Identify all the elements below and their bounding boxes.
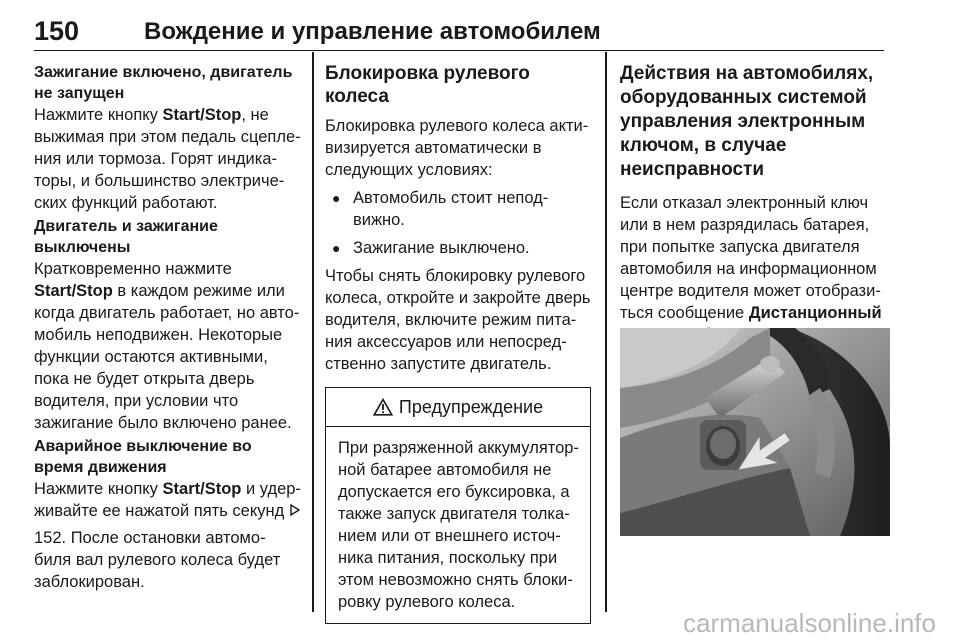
paragraph-unlock: Чтобы снять блокировку рулевого колеса, откройте и закройте дверь водителя, включите режим пита-ния аксессуаров или непосред-ственно запустите двигатель. xyxy=(325,267,591,373)
heading-electronic-key: Действия на автомобилях, оборудованных системой управления электронным ключом, в случае неисправности xyxy=(620,63,874,180)
subheading-emergency-off: Аварийное выключение во время движения xyxy=(34,438,252,476)
page-number: 150 xyxy=(34,16,80,46)
paragraph-engine-off: Кратковременно нажмите Start/Stop в каждом режиме или когда двигатель работает, но авто-мобиль неподвижен. Некоторые функции остаются активными, пока не будет открыта дверь водителя, при условии что зажигание было включено ранее. xyxy=(34,260,300,432)
column-divider xyxy=(605,52,607,612)
start-stop-label: Start/Stop xyxy=(34,282,113,300)
paragraph-electronic-key: Если отказал электронный ключ или в нем разрядилась батарея, при попытке запуска двигателя автомобиля на информационном центре водителя может отобрази-ться сообщение Дистанционный xyxy=(620,192,890,390)
paragraph-emergency-off: Нажмите кнопку Start/Stop и удер-живайте ее нажатой пять секунд 152. После остановки автомо-биля вал рулевого колеса будет заблокирован. xyxy=(34,480,301,591)
page-header xyxy=(34,10,884,51)
watermark: carmanualsonline.info xyxy=(683,608,936,638)
column-divider xyxy=(312,52,314,612)
warning-box xyxy=(325,387,591,624)
message-key-not-detected: Дистанционный xyxy=(748,304,882,322)
reference-arrow-icon xyxy=(289,503,301,517)
condition-list xyxy=(325,187,593,259)
warning-triangle-icon xyxy=(373,398,393,416)
column-middle xyxy=(325,62,593,624)
list-item: ● Зажигание выключено. xyxy=(332,239,530,257)
paragraph-steering-intro: Блокировка рулевого колеса акти-визируется автоматически в следующих условиях: xyxy=(325,117,589,179)
subheading-ignition-on: Зажигание включено, двигатель не запущен xyxy=(34,64,293,102)
paragraph-ignition-on: Нажмите кнопку Start/Stop, не выжимая при этом педаль сцепле-ния или тормоза. Горят индика-торы, и большинство электриче-ских функций работают. xyxy=(34,106,301,212)
page-title: Вождение и управление автомобилем xyxy=(144,18,601,45)
warning-title: Предупреждение xyxy=(398,396,544,417)
column-left xyxy=(34,62,302,593)
steering-column-photo xyxy=(620,328,890,536)
warning-text: При разряженной аккумулятор-ной батарее автомобиля не допускается его буксировка, а также запуск двигателя толка-нием или от внешнего источ-ника питания, поскольку при этом невозможно снять блоки-ровку рулевого колеса. xyxy=(338,439,579,611)
warning-header xyxy=(326,388,590,427)
page-reference-arrow[interactable] xyxy=(289,500,301,527)
subheading-engine-off: Двигатель и зажигание выключены xyxy=(34,218,218,256)
start-stop-label: Start/Stop xyxy=(162,480,242,498)
start-stop-label: Start/Stop xyxy=(162,106,242,124)
list-item: ● Автомобиль стоит непод-вижно. xyxy=(332,189,549,229)
heading-steering-lock: Блокировка рулевого колеса xyxy=(325,63,530,107)
